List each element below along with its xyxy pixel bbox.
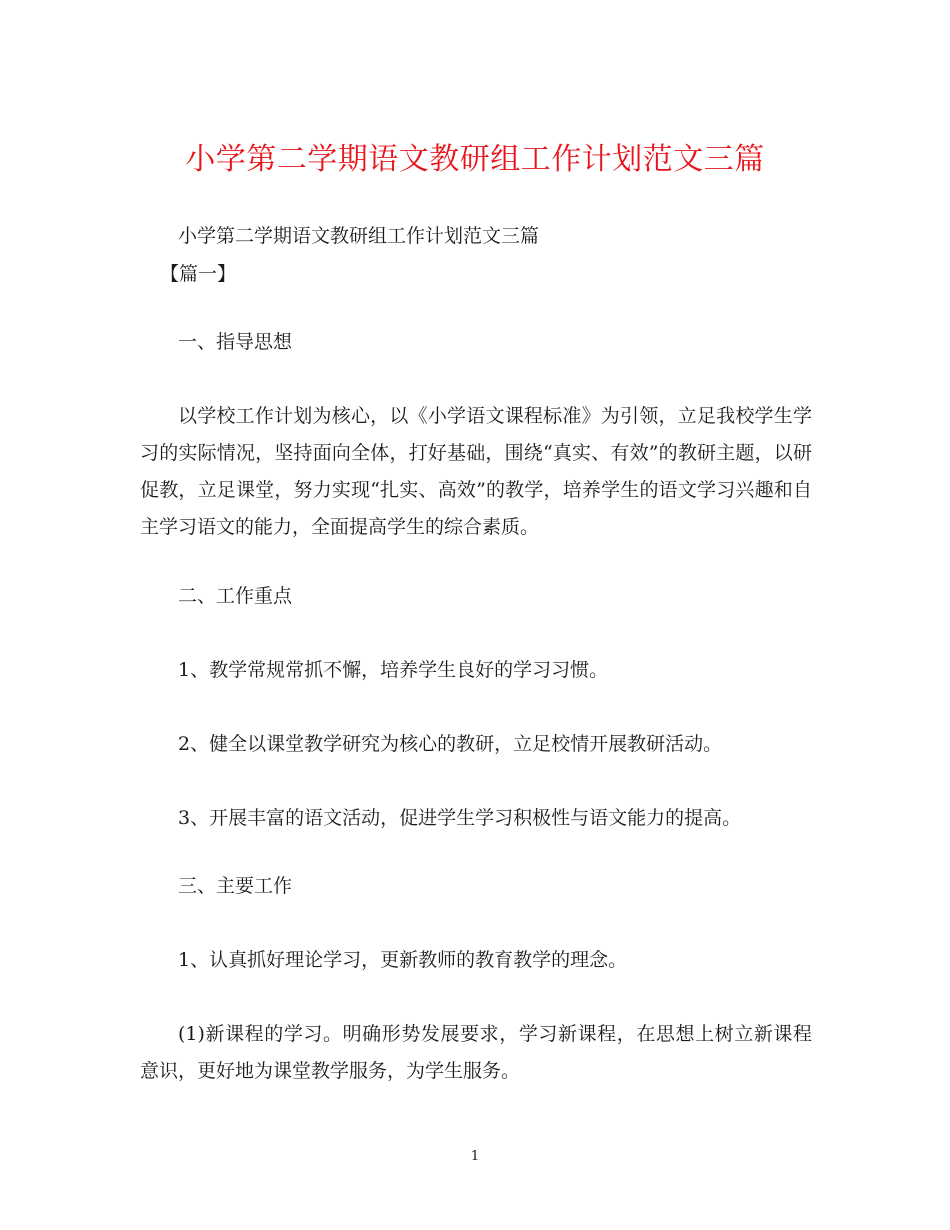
- page-number: 1: [470, 1149, 480, 1164]
- part-label: 【篇一】: [160, 263, 237, 285]
- section-body-guiding-thought: 以学校工作计划为核心，以《小学语文课程标准》为引领，立足我校学生学习的实际情况，坚持面向全体，打好基础，围绕“真实、有效”的教研主题，以研促教，立足课堂，努力实现“扎实、高效”的教学，培养学生的语文学习兴趣和自主学习语文的能力，全面提高学生的综合素质。: [140, 405, 812, 538]
- document-title: 小学第二学期语文教研组工作计划范文三篇: [185, 142, 765, 177]
- section-heading-guiding-thought: 一、指导思想: [178, 331, 293, 353]
- work-focus-item-3: 3、开展丰富的语文活动，促进学生学习积极性与语文能力的提高。: [178, 807, 742, 829]
- section-heading-main-work: 三、主要工作: [178, 875, 293, 897]
- document-subtitle: 小学第二学期语文教研组工作计划范文三篇: [178, 225, 540, 247]
- main-work-item-1: 1、认真抓好理论学习，更新教师的教育教学的理念。: [178, 949, 628, 971]
- section-heading-work-focus: 二、工作重点: [178, 585, 293, 607]
- main-work-subitem-1: (1)新课程的学习。明确形势发展要求，学习新课程，在思想上树立新课程意识，更好地为课堂教学服务，为学生服务。: [140, 1023, 812, 1082]
- work-focus-item-1: 1、教学常规常抓不懈，培养学生良好的学习习惯。: [178, 659, 609, 681]
- work-focus-item-2: 2、健全以课堂教学研究为核心的教研，立足校情开展教研活动。: [178, 733, 723, 755]
